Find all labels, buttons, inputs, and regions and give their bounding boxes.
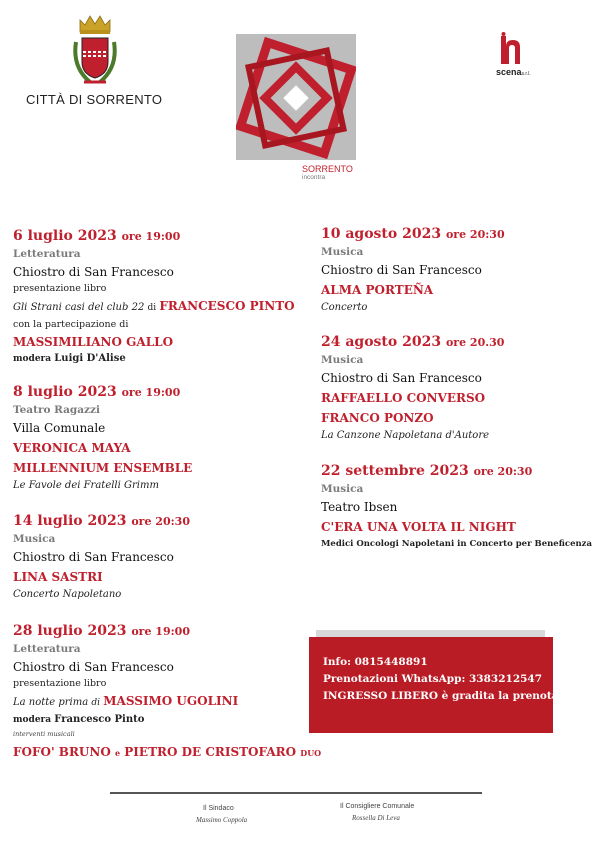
- event-interventi: interventi musicali: [13, 730, 75, 738]
- event-10-agosto: [321, 225, 505, 315]
- event-venue: Teatro Ibsen: [321, 500, 398, 514]
- event-subtitle: Le Favole dei Fratelli Grimm: [13, 480, 159, 491]
- info-box: [309, 637, 590, 733]
- event-subtitle: Concerto: [321, 302, 368, 313]
- event-6-luglio: [13, 227, 295, 366]
- event-note: presentazione libro: [13, 678, 107, 689]
- event-date: 8 luglio 2023 ore 19:00: [13, 384, 181, 400]
- city-crest-logo: [70, 12, 120, 90]
- event-category: Musica: [321, 246, 364, 258]
- info-free-entry: INGRESSO LIBERO è gradita la prenotazione: [323, 690, 590, 702]
- event-moderator: modera Luigi D'Alise: [13, 353, 126, 364]
- event-date: 22 settembre 2023 ore 20:30: [321, 463, 533, 479]
- event-artist: ALMA PORTEÑA: [321, 283, 434, 297]
- city-name: CITTÀ DI SORRENTO: [26, 92, 163, 107]
- event-date: 6 luglio 2023 ore 19:00: [13, 228, 181, 244]
- scena-logo-text: scenas.r.l.: [496, 67, 531, 77]
- event-category: Letteratura: [13, 248, 81, 260]
- signature-1-title: Il Sindaco: [203, 805, 234, 812]
- footer-divider: [110, 792, 482, 794]
- event-28-luglio: [13, 622, 321, 764]
- event-14-luglio: [13, 512, 190, 602]
- event-venue: Chiostro di San Francesco: [321, 263, 482, 277]
- event-venue: Chiostro di San Francesco: [13, 550, 174, 564]
- event-venue: Villa Comunale: [13, 421, 106, 435]
- event-artist: RAFFAELLO CONVERSO: [321, 391, 486, 405]
- festival-subtitle: incontra: [302, 174, 326, 181]
- signature-1-name: Massimo Coppola: [196, 816, 248, 824]
- event-venue: Chiostro di San Francesco: [321, 371, 482, 385]
- event-artist: MILLENNIUM ENSEMBLE: [13, 461, 193, 475]
- scena-logo-icon: [498, 32, 524, 66]
- event-category: Teatro Ragazzi: [13, 404, 100, 416]
- event-category: Musica: [321, 354, 364, 366]
- event-subtitle: La Canzone Napoletana d'Autore: [321, 430, 490, 441]
- info-phone: Info: 0815448891: [323, 656, 428, 668]
- event-artist: LINA SASTRI: [13, 570, 103, 584]
- event-with: con la partecipazione di: [13, 319, 129, 330]
- event-artist: FRANCO PONZO: [321, 411, 434, 425]
- event-category: Musica: [321, 483, 364, 495]
- info-whatsapp: Prenotazioni WhatsApp: 3383212547: [323, 673, 543, 685]
- event-musicians: FOFO' BRUNO e PIETRO DE CRISTOFARO DUO: [13, 745, 322, 759]
- event-moderator: modera Francesco Pinto: [13, 714, 145, 725]
- event-22-settembre: [321, 462, 592, 551]
- event-date: 14 luglio 2023 ore 20:30: [13, 513, 190, 529]
- event-artist: VERONICA MAYA: [13, 441, 131, 455]
- event-guest: MASSIMILIANO GALLO: [13, 335, 174, 349]
- signature-2-title: Il Consigliere Comunale: [340, 803, 415, 810]
- event-category: Letteratura: [13, 643, 81, 655]
- event-subtitle: Medici Oncologi Napoletani in Concerto per Beneficenza: [321, 539, 592, 549]
- event-book-title: Gli Strani casi del club 22 di FRANCESCO PINTO: [13, 299, 295, 313]
- event-date: 10 agosto 2023 ore 20:30: [321, 226, 505, 242]
- event-date: 24 agosto 2023 ore 20.30: [321, 334, 505, 350]
- event-category: Musica: [13, 533, 56, 545]
- event-note: presentazione libro: [13, 283, 107, 294]
- event-subtitle: Concerto Napoletano: [13, 589, 122, 600]
- event-date: 28 luglio 2023 ore 19:00: [13, 623, 190, 639]
- event-8-luglio: [13, 383, 192, 493]
- event-artist: C'ERA UNA VOLTA IL NIGHT: [321, 520, 516, 534]
- event-24-agosto: [321, 333, 504, 443]
- sorrento-incontra-logo: [236, 30, 356, 180]
- event-venue: Chiostro di San Francesco: [13, 660, 174, 674]
- event-book-title: La notte prima di MASSIMO UGOLINI: [13, 694, 239, 708]
- festival-name: SORRENTO: [302, 164, 353, 174]
- event-venue: Chiostro di San Francesco: [13, 265, 174, 279]
- signature-2-name: Rossella Di Leva: [352, 814, 400, 822]
